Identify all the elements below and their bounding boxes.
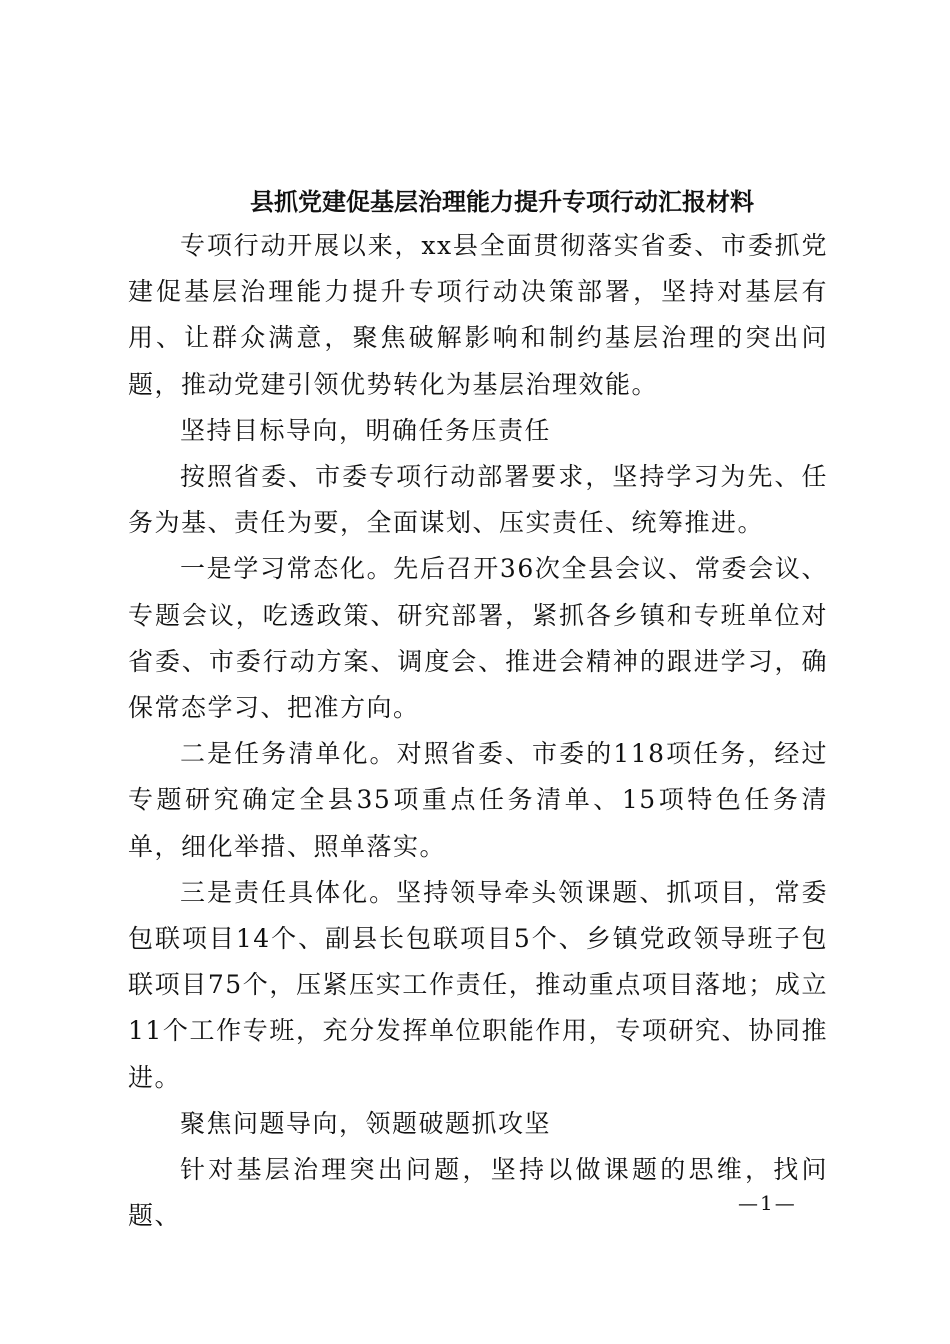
- paragraph-responsibility: 三是责任具体化。坚持领导牵头领课题、抓项目，常委包联项目14个、副县长包联项目5个、乡镇党政领导班子包联项目75个，压紧压实工作责任，推动重点项目落地；成立11个工作专班，充分发挥单位职能作用，专项研究、协同推进。: [128, 877, 828, 1092]
- page-number: —1—: [738, 1191, 797, 1215]
- document-title: 县抓党建促基层治理能力提升专项行动汇报材料: [250, 187, 754, 216]
- document-body: [128, 223, 828, 1239]
- paragraph-problem-solving: 针对基层治理突出问题，坚持以做课题的思维，找问题、: [128, 1155, 828, 1231]
- section-heading-problem-orientation: 聚焦问题导向，领题破题抓攻坚: [180, 1108, 552, 1138]
- paragraph-study-normalization: 一是学习常态化。先后召开36次全县会议、常委会议、专题会议，吃透政策、研究部署，紧抓各乡镇和专班单位对省委、市委行动方案、调度会、推进会精神的跟进学习，确保常态学习、把准方向。: [128, 554, 828, 723]
- paragraph-requirements: 按照省委、市委专项行动部署要求，坚持学习为先、任务为基、责任为要，全面谋划、压实责任、统筹推进。: [128, 462, 828, 538]
- section-heading-goal-orientation: 坚持目标导向，明确任务压责任: [180, 415, 552, 445]
- paragraph-intro: 专项行动开展以来，xx县全面贯彻落实省委、市委抓党建促基层治理能力提升专项行动决策部署，坚持对基层有用、让群众满意，聚焦破解影响和制约基层治理的突出问题，推动党建引领优势转化为基层治理效能。: [128, 231, 828, 399]
- paragraph-task-listing: 二是任务清单化。对照省委、市委的118项任务，经过专题研究确定全县35项重点任务清单、15项特色任务清单，细化举措、照单落实。: [128, 739, 828, 861]
